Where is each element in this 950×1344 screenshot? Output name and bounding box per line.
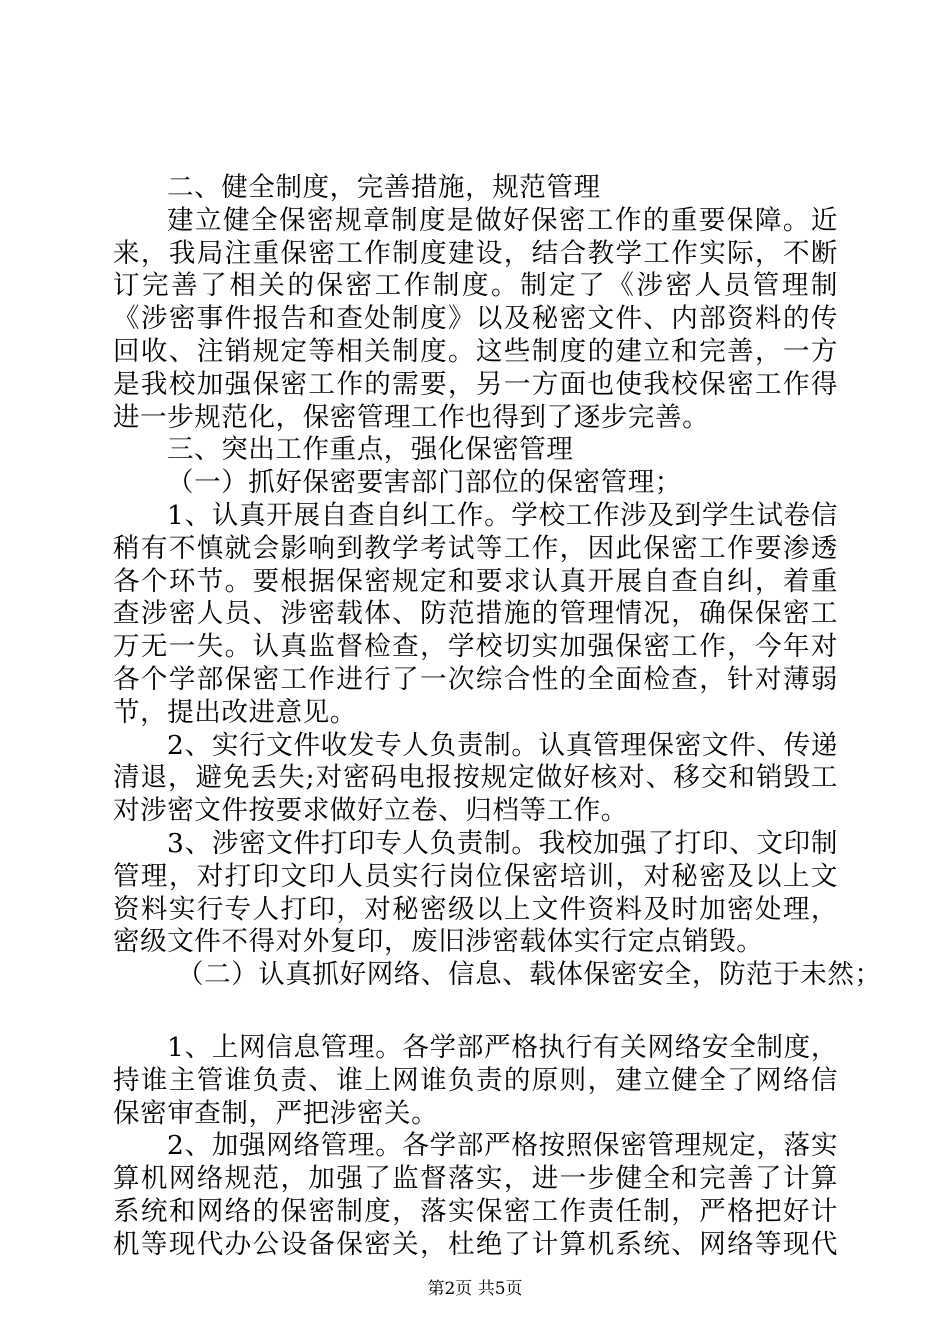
- text-line: 清退，避免丢失;对密码电报按规定做好核对、移交和销毁工: [113, 762, 838, 794]
- text-line: 3、涉密文件打印专人负责制。我校加强了打印、文印制: [167, 827, 838, 859]
- document-body: [113, 172, 882, 1262]
- blank-line: [113, 992, 838, 1032]
- text-line: 各个环节。要根据保密规定和要求认真开展自查自纠，着重: [113, 565, 838, 597]
- text-line: 2、实行文件收发专人负责制。认真管理保密文件、传递: [167, 729, 838, 761]
- text-line: 保密审查制，严把涉密关。: [113, 1097, 439, 1129]
- text-line: （一）抓好保密要害部门部位的保密管理；: [167, 467, 682, 499]
- text-line: 2、加强网络管理。各学部严格按照保密管理规定，落实: [167, 1130, 838, 1162]
- text-line: 持谁主管谁负责、谁上网谁负责的原则，建立健全了网络信: [113, 1064, 838, 1096]
- text-line: 机等现代办公设备保密关，杜绝了计算机系统、网络等现代: [113, 1228, 838, 1260]
- page-footer: [0, 1278, 950, 1300]
- page-number: 第2页 共5页: [427, 1279, 523, 1299]
- text-line: 《涉密事件报告和查处制度》以及秘密文件、内部资料的传: [113, 303, 838, 335]
- text-line: 回收、注销规定等相关制度。这些制度的建立和完善，一方: [113, 335, 838, 367]
- text-line: 建立健全保密规章制度是做好保密工作的重要保障。近: [167, 204, 838, 236]
- text-line: 节，提出改进意见。: [113, 696, 357, 728]
- text-line: 订完善了相关的保密工作制度。制定了《涉密人员管理制: [113, 270, 838, 302]
- text-line: 对涉密文件按要求做好立卷、归档等工作。: [113, 795, 628, 827]
- text-line: 管理，对打印文印人员实行岗位保密培训，对秘密及以上文: [113, 860, 838, 892]
- text-line: 进一步规范化，保密管理工作也得到了逐步完善。: [113, 401, 710, 433]
- text-line: 资料实行专人打印，对秘密级以上文件资料及时加密处理，: [113, 893, 838, 925]
- text-line: 各个学部保密工作进行了一次综合性的全面检查，针对薄弱: [113, 663, 838, 695]
- text-line: 系统和网络的保密制度，落实保密工作责任制，严格把好计: [113, 1195, 838, 1227]
- text-line: 万无一失。认真监督检查，学校切实加强保密工作，今年对: [113, 631, 838, 663]
- text-line: 三、突出工作重点，强化保密管理: [167, 434, 574, 466]
- text-line: 1、认真开展自查自纠工作。学校工作涉及到学生试卷信: [167, 499, 838, 531]
- text-line: 来，我局注重保密工作制度建设，结合教学工作实际，不断: [113, 237, 838, 269]
- text-line: 二、健全制度，完善措施，规范管理: [167, 172, 601, 203]
- text-line: （二）认真抓好网络、信息、载体保密安全，防范于未然；: [177, 959, 882, 991]
- text-line: 密级文件不得对外复印，废旧涉密载体实行定点销毁。: [113, 926, 764, 958]
- text-line: 是我校加强保密工作的需要，另一方面也使我校保密工作得: [113, 368, 838, 400]
- text-line: 稍有不慎就会影响到教学考试等工作，因此保密工作要渗透: [113, 532, 838, 564]
- text-line: 1、上网信息管理。各学部严格执行有关网络安全制度，: [167, 1031, 838, 1063]
- text-line: 查涉密人员、涉密载体、防范措施的管理情况，确保保密工: [113, 598, 838, 630]
- text-line: 算机网络规范，加强了监督落实，进一步健全和完善了计算: [113, 1163, 838, 1195]
